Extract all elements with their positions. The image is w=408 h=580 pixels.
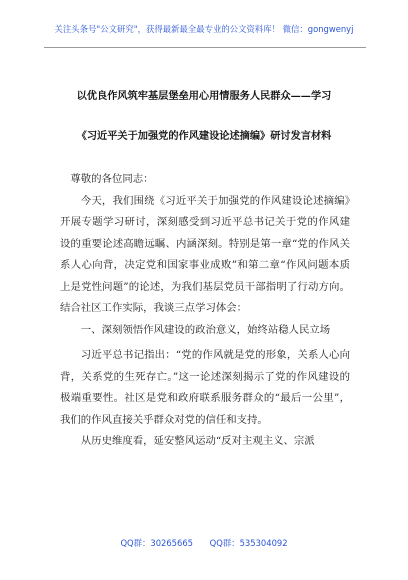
paragraph-intro: 今天，我们围绕《习近平关于加强党的作风建设论述摘编》开展专题学习研讨，深刻感受到习近平总书记关于党的作风建设的重要论述高瞻远瞩、内涵深刻。特别是第一章“党的作风关系人心向背，决定党和国家事业成败”和第二章“作风问题本质上是党性问题”的论述，为我们基层党员干部指明了行动方向。结合社区工作实际，我谈三点学习体会： — [60, 194, 350, 314]
footer-qq-group-2: QQ群：535304092 — [209, 538, 288, 548]
footer-contact — [0, 537, 408, 549]
paragraph-quote: 习近平总书记指出：“党的作风就是党的形象，关系人心向背，关系党的生死存亡。”这一论述深刻揭示了党的作风建设的极端重要性。社区是党和政府联系服务群众的“最后一公里”，我们的作风直接关乎群众对党的信任和支持。 — [60, 349, 350, 426]
header-banner: 关注头条号"公文研究"，获得最新最全最专业的公文资料库！ 微信：gongwenyj — [54, 24, 354, 34]
paragraph-history: 从历史维度看，延安整风运动“反对主观主义、宗派 — [80, 435, 315, 447]
document-title-line-1: 以优良作风筑牢基层堡垒用心用情服务人民群众——学习 — [76, 90, 332, 102]
document-body — [60, 169, 350, 453]
document-title-line-2: 《习近平关于加强党的作风建设论述摘编》研讨发言材料 — [76, 130, 332, 142]
footer-qq-group-1: QQ群：30265665 — [120, 538, 193, 548]
section-heading-1: 一、深刻领悟作风建设的政治意义，始终站稳人民立场 — [80, 323, 331, 336]
header-divider — [44, 47, 366, 48]
salutation: 尊敬的各位同志： — [70, 173, 154, 185]
